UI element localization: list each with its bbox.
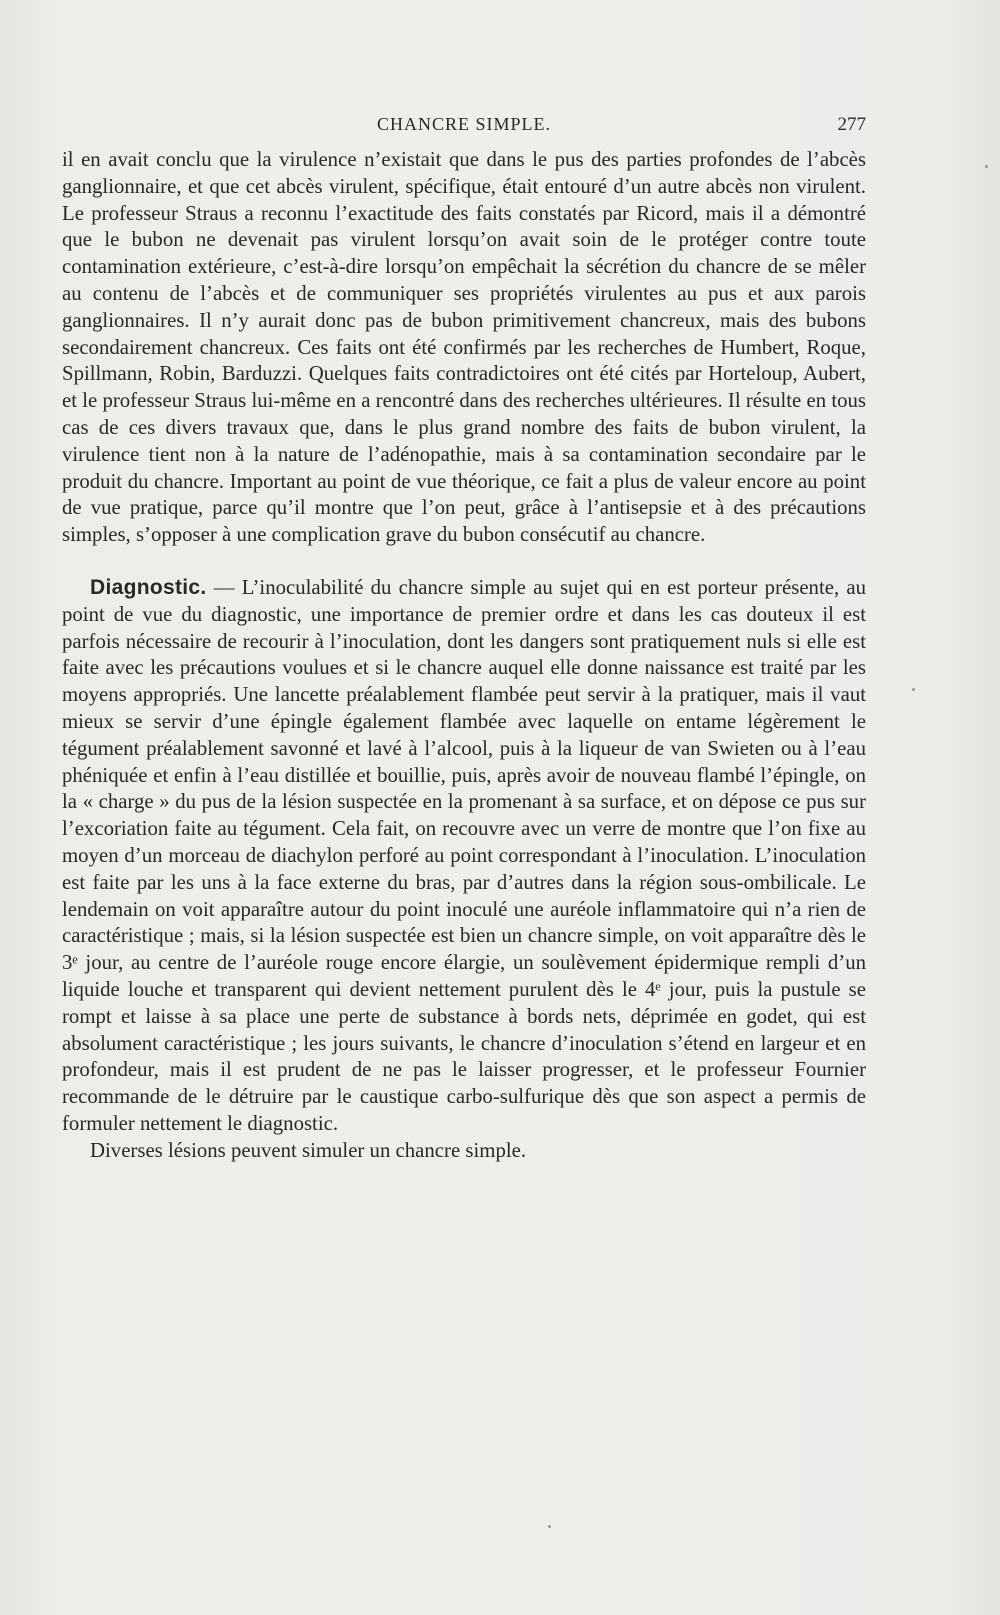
page-number: 277: [837, 114, 866, 135]
running-title: CHANCRE SIMPLE.: [376, 114, 552, 134]
paper-speck: [985, 165, 988, 168]
paper-speck: [912, 688, 915, 691]
paragraph-diagnostic: [62, 575, 866, 1138]
paragraph-differential: Diverses lésions peuvent simuler un chancre simple.: [90, 1138, 527, 1162]
body-text: [62, 147, 866, 1164]
section-heading-diagnostic: Diagnostic.: [90, 575, 207, 599]
paragraph-bubon-virulence: il en avait conclu que la virulence n’existait que dans le pus des parties profondes de l’abcès ganglionnaire, et que cet abcès virulent, spécifique, était entouré d’un autre abcès non virulent. Le professeur Straus a reconnu l’exactitude des faits constatés par Ricord, mais il a démontré que le bubon ne devenait pas virulent lorsqu’on avait soin de le protéger contre toute contamination extérieure, c’est-à-dire lorsqu’on empêchait la sécrétion du chancre de se mêler au contenu de l’abcès et de communiquer ses propriétés virulentes au pus et aux parois ganglionnaires. Il n’y aurait donc pas de bubon primitivement chancreux, mais des bubons secondairement chancreux. Ces faits ont été confirmés par les recherches de Humbert, Roque, Spillmann, Robin, Barduzzi. Quelques faits contradictoires ont été cités par Horteloup, Aubert, et le professeur Straus lui-même en a rencontré dans des recherches ultérieures. Il résulte en tous cas de ces divers travaux que, dans le plus grand nombre des faits de bubon virulent, la virulence tient non à la nature de l’adénopathie, mais à sa contamination secondaire par le produit du chancre. Important au point de vue théorique, ce fait a plus de valeur encore au point de vue pratique, parce qu’il montre que l’on peut, grâce à l’antisepsie et à des précautions simples, s’opposer à une complication grave du bubon consécutif au chancre.: [62, 148, 866, 547]
paper-speck: [548, 1525, 551, 1528]
paragraph-diagnostic-text: — L’inoculabilité du chancre simple au sujet qui en est porteur présente, au point de vue du diagnostic, une importance de premier ordre et dans les cas douteux il est parfois nécessaire de recourir à l’inoculation, dont les dangers sont pratiquement nuls si elle est faite avec les précautions voulues et si le chancre auquel elle donne naissance est traité par les moyens appropriés. Une lancette préalablement flambée peut servir à la pratiquer, mais il vaut mieux se servir d’une épingle également flambée avec laquelle on entame légèrement le tégument préalablement savonné et lavé à l’alcool, puis à la liqueur de van Swieten ou à l’eau phéniquée et enfin à l’eau distillée et bouillie, puis, après avoir de nouveau flambé l’épingle, on la « charge » du pus de la lésion suspectée en la promenant à sa surface, et on dépose ce pus sur l’excoriation faite au tégument. Cela fait, on recouvre avec un verre de montre que l’on fixe au moyen d’un morceau de diachylon perforé au point correspondant à l’inoculation. L’inoculation est faite par les uns à la face externe du bras, par d’autres dans la région sous-ombilicale. Le lendemain on voit apparaître autour du point inoculé une auréole inflammatoire qui n’a rien de caractéristique ; mais, si la lésion suspectée est bien un chancre simple, on voit apparaître dès le 3ᵉ jour, au centre de l’auréole rouge encore élargie, un soulèvement épidermique rempli d’un liquide louche et transparent qui devient nettement purulent dès le 4ᵉ jour, puis la pustule se rompt et laisse à sa place une perte de substance à bords nets, déprimée en godet, qui est absolument caractéristique ; les jours suivants, le chancre d’inoculation s’étend en largeur et en profondeur, mais il est prudent de ne pas le laisser progresser, et le professeur Fournier recommande de le détruire par le caustique carbo-sulfurique dès que son aspect a permis de formuler nettement le diagnostic.: [62, 575, 866, 1135]
page-header: [62, 112, 866, 140]
